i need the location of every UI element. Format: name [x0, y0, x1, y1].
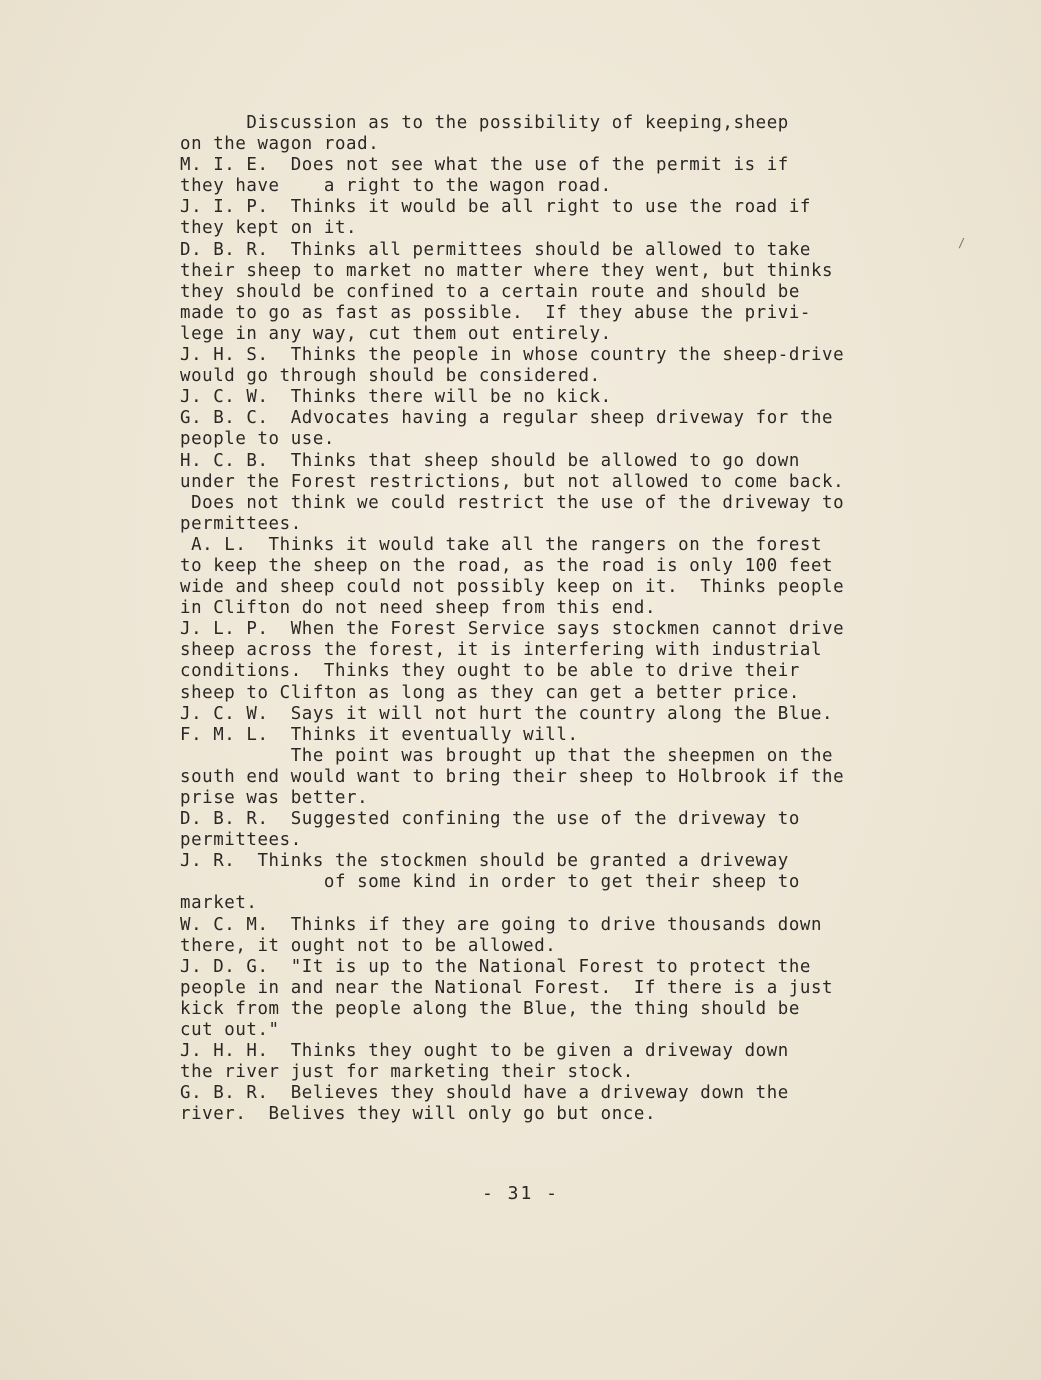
text-line: they should be confined to a certain route and should be	[180, 281, 800, 302]
text-line: there, it ought not to be allowed.	[180, 935, 557, 956]
text-line: of some kind in order to get their sheep to	[180, 872, 800, 893]
typed-text-body	[180, 113, 960, 1126]
text-line: in Clifton do not need sheep from this end.	[180, 598, 657, 619]
text-line: conditions. Thinks they ought to be able to drive their	[180, 661, 800, 682]
text-line: they kept on it.	[180, 218, 358, 239]
text-line: market.	[180, 893, 258, 914]
text-line: their sheep to market no matter where they went, but thinks	[180, 260, 834, 281]
text-line: G. B. R. Believes they should have a driveway down the	[180, 1083, 789, 1104]
text-line: J. H. S. Thinks the people in whose country the sheep-drive	[180, 345, 845, 366]
text-line: J. H. H. Thinks they ought to be given a driveway down	[180, 1041, 789, 1062]
text-line: south end would want to bring their sheep to Holbrook if the	[180, 766, 845, 787]
text-line: kick from the people along the Blue, the thing should be	[180, 998, 800, 1019]
text-line: M. I. E. Does not see what the use of the permit is if	[180, 155, 789, 176]
paper-mark: /	[958, 236, 966, 250]
text-line: under the Forest restrictions, but not allowed to come back.	[180, 471, 845, 492]
text-line: G. B. C. Advocates having a regular sheep driveway for the	[180, 408, 834, 429]
text-line: J. C. W. Says it will not hurt the country along the Blue.	[180, 703, 834, 724]
text-line: W. C. M. Thinks if they are going to drive thousands down	[180, 914, 823, 935]
text-line: people in and near the National Forest. If there is a just	[180, 977, 834, 998]
text-line: D. B. R. Suggested confining the use of the driveway to	[180, 809, 800, 830]
text-line: made to go as fast as possible. If they abuse the privi-	[180, 302, 811, 323]
text-line: sheep across the forest, it is interfering with industrial	[180, 640, 823, 661]
text-line: river. Belives they will only go but once.	[180, 1104, 657, 1125]
text-line: on the wagon road.	[180, 134, 380, 155]
text-line: J. I. P. Thinks it would be all right to use the road if	[180, 197, 811, 218]
text-line: The point was brought up that the sheepmen on the	[180, 745, 834, 766]
text-line: J. D. G. "It is up to the National Forest to protect the	[180, 956, 811, 977]
text-line: permittees.	[180, 830, 302, 851]
text-line: would go through should be considered.	[180, 366, 601, 387]
text-line: lege in any way, cut them out entirely.	[180, 323, 612, 344]
text-line: cut out."	[180, 1020, 280, 1041]
text-line: F. M. L. Thinks it eventually will.	[180, 724, 579, 745]
text-line: J. L. P. When the Forest Service says stockmen cannot drive	[180, 619, 845, 640]
page-number: - 31 -	[481, 1183, 560, 1204]
text-line: permittees.	[180, 513, 302, 534]
text-line: to keep the sheep on the road, as the road is only 100 feet	[180, 555, 834, 576]
text-line: sheep to Clifton as long as they can get a better price.	[180, 682, 800, 703]
text-line: Discussion as to the possibility of keeping,sheep	[180, 113, 789, 133]
text-line: prise was better.	[180, 788, 369, 808]
text-line: A. L. Thinks it would take all the rangers on the forest	[180, 534, 823, 555]
text-line: people to use.	[180, 429, 335, 450]
text-line: the river just for marketing their stock.	[180, 1062, 634, 1083]
text-line: J. C. W. Thinks there will be no kick.	[180, 387, 612, 408]
text-line: Does not think we could restrict the use of the driveway to	[180, 492, 845, 513]
text-line: wide and sheep could not possibly keep on it. Thinks people	[180, 577, 845, 598]
text-line: they have a right to the wagon road.	[180, 176, 612, 197]
text-line: H. C. B. Thinks that sheep should be allowed to go down	[180, 450, 800, 471]
text-line: D. B. R. Thinks all permittees should be allowed to take	[180, 239, 811, 260]
text-line: J. R. Thinks the stockmen should be granted a driveway	[180, 851, 789, 872]
